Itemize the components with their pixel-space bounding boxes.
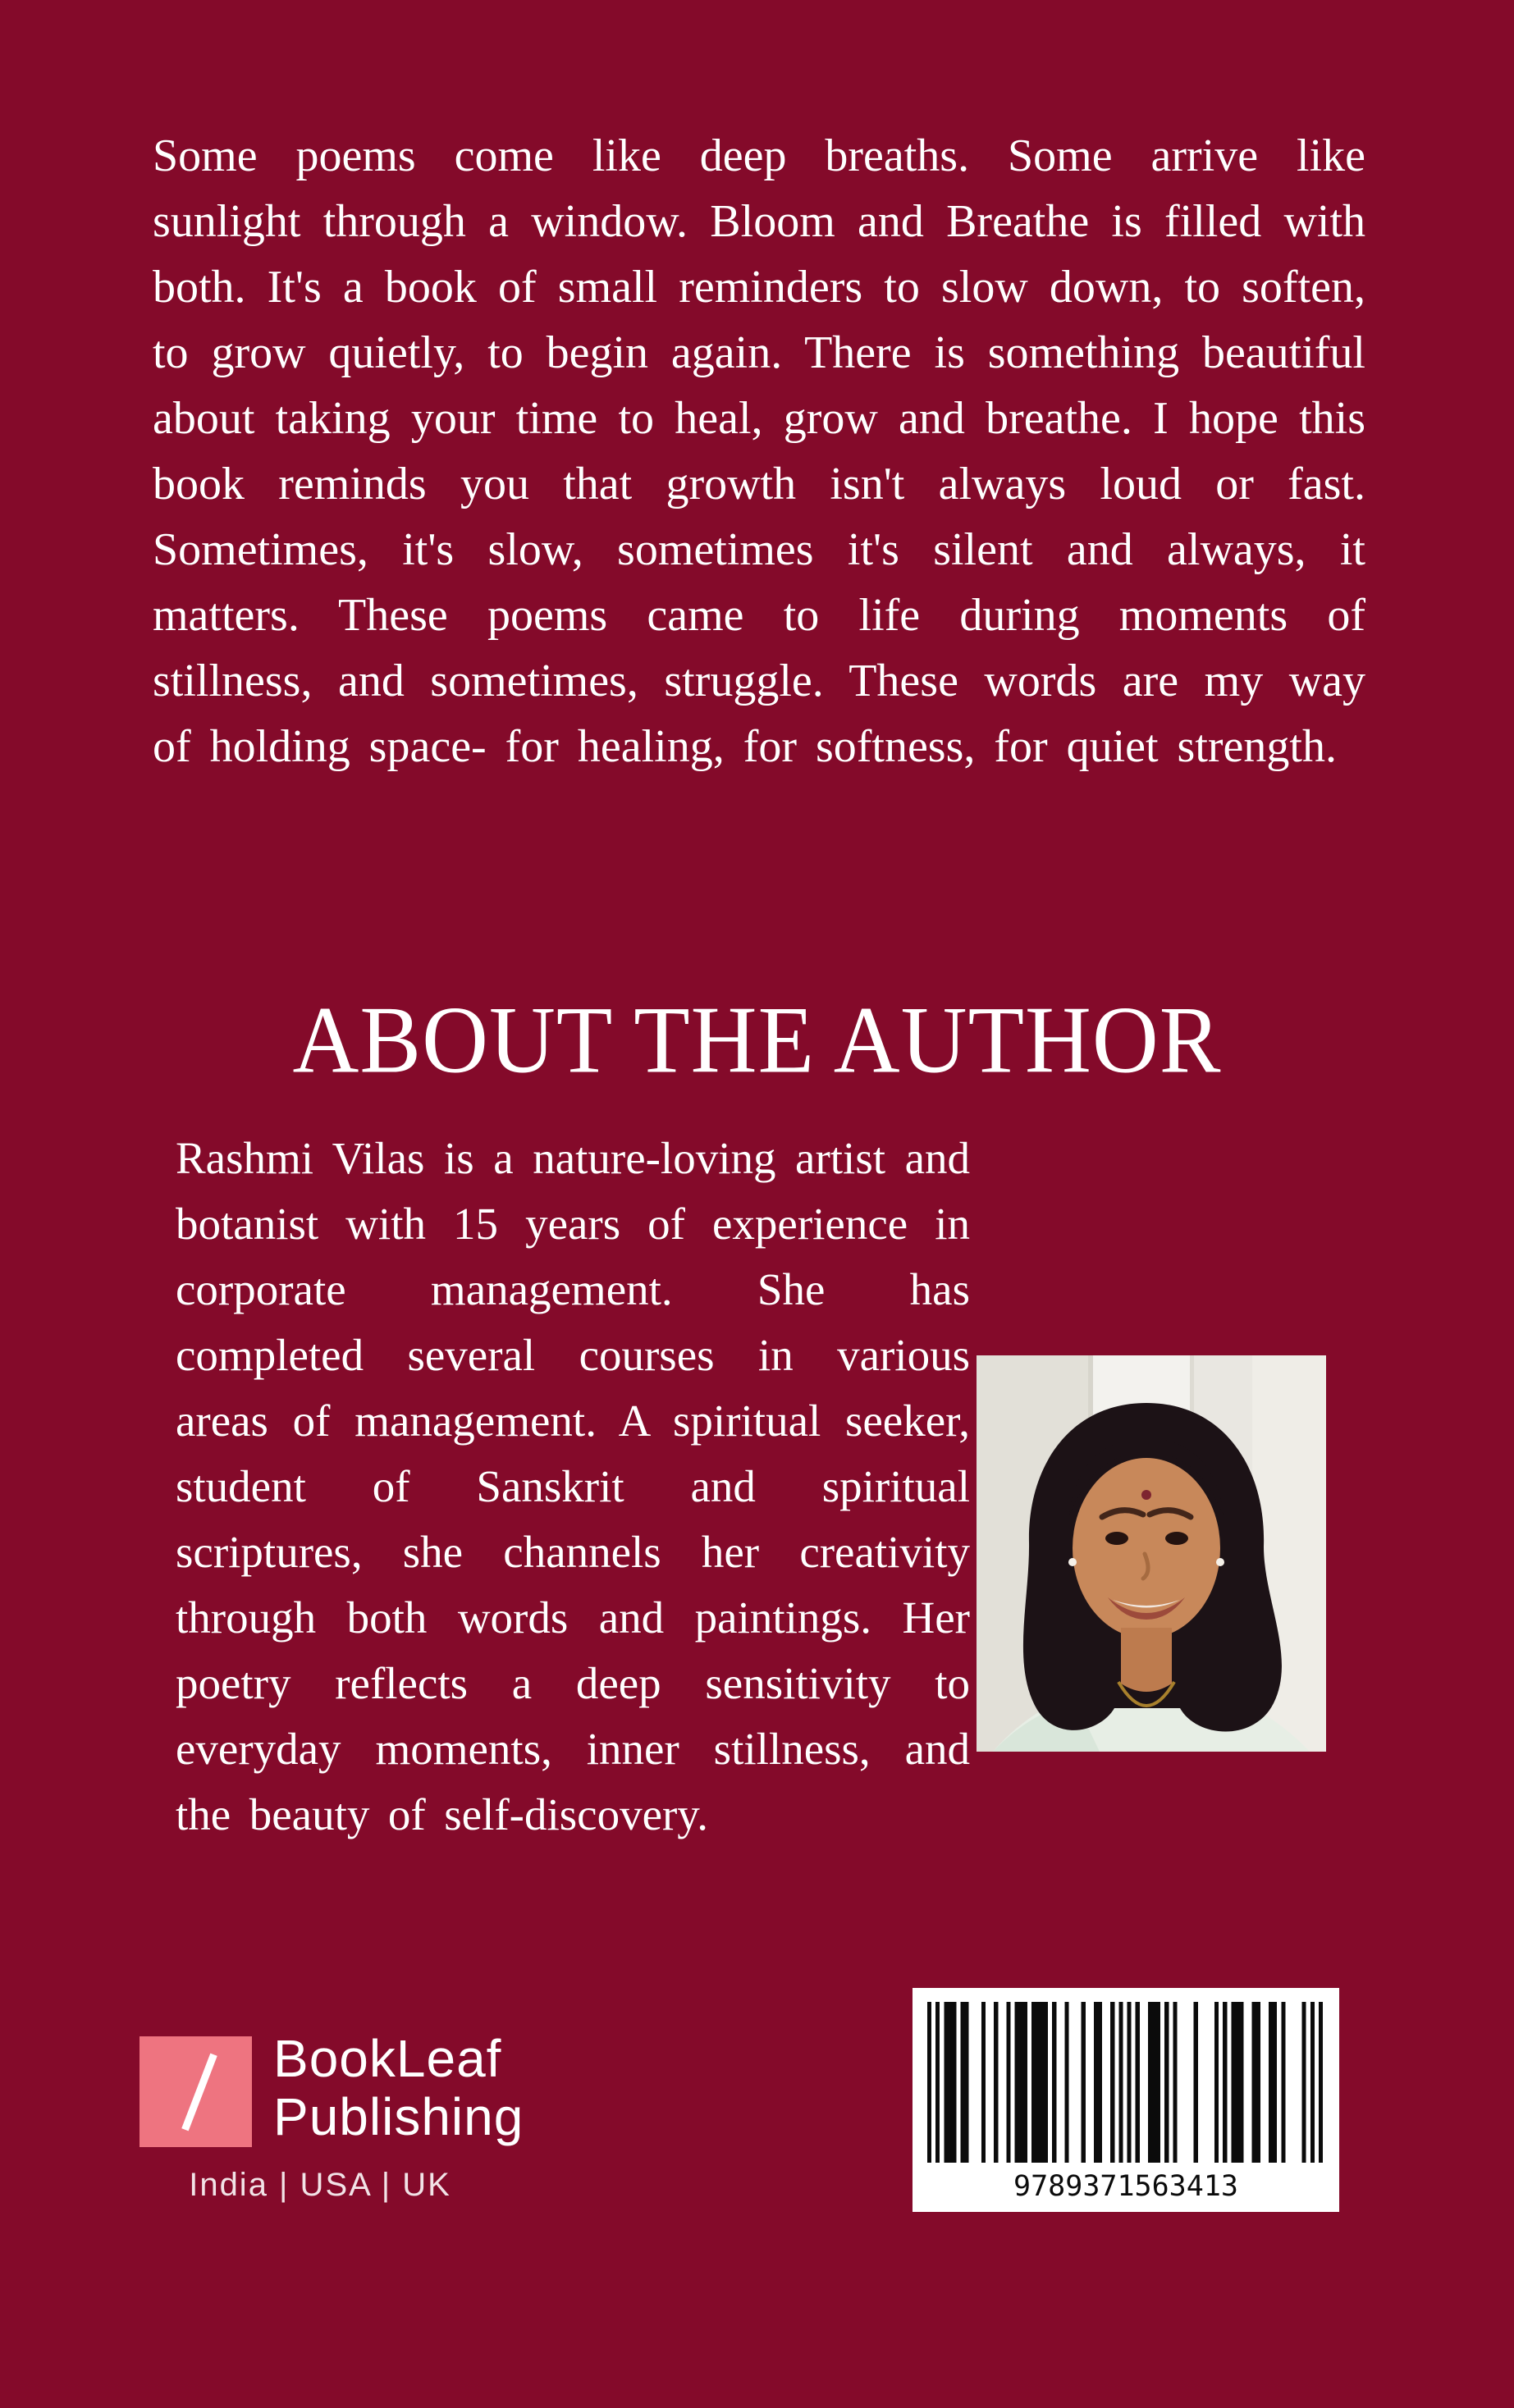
- publisher-logo-mark: [140, 2036, 252, 2147]
- about-the-author-heading: ABOUT THE AUTHOR: [292, 987, 1222, 1094]
- author-photo: [977, 1355, 1326, 1752]
- barcode-bars: [927, 2002, 1323, 2163]
- book-description: Some poems come like deep breaths. Some arrive like sunlight through a window. Bloom and Breathe is filled with both. It's a book of small reminders to slow down, to soften, to grow quietly, to begin again. There is something beautiful about taking your time to heal, grow and breathe. I hope this book reminds you that growth isn't always loud or fast. Sometimes, it's slow, sometimes it's silent and always, it matters. These poems came to life during moments of stillness, and sometimes, struggle. These words are my way of holding space- for healing, for softness, for quiet strength.: [153, 130, 1365, 772]
- slash-icon: [181, 2053, 217, 2131]
- publisher-name-line2: Publishing: [273, 2087, 524, 2146]
- publisher-name: [273, 2030, 524, 2146]
- isbn-number: 9789371563413: [1013, 2170, 1238, 2203]
- author-portrait-illustration: [977, 1355, 1326, 1752]
- publisher-logo: [140, 2029, 550, 2204]
- publisher-name-line1: BookLeaf: [273, 2029, 502, 2088]
- barcode: [913, 1988, 1339, 2212]
- author-bio: Rashmi Vilas is a nature-loving artist and botanist with 15 years of experience in corporate management. She has completed several courses in various areas of management. A spiritual seeker, student of Sanskrit and spiritual scriptures, she channels her creativity through both words and paintings. Her poetry reflects a deep sensitivity to everyday moments, inner stillness, and the beauty of self-discovery.: [176, 1133, 970, 1839]
- publisher-regions: India | USA | UK: [189, 2167, 451, 2203]
